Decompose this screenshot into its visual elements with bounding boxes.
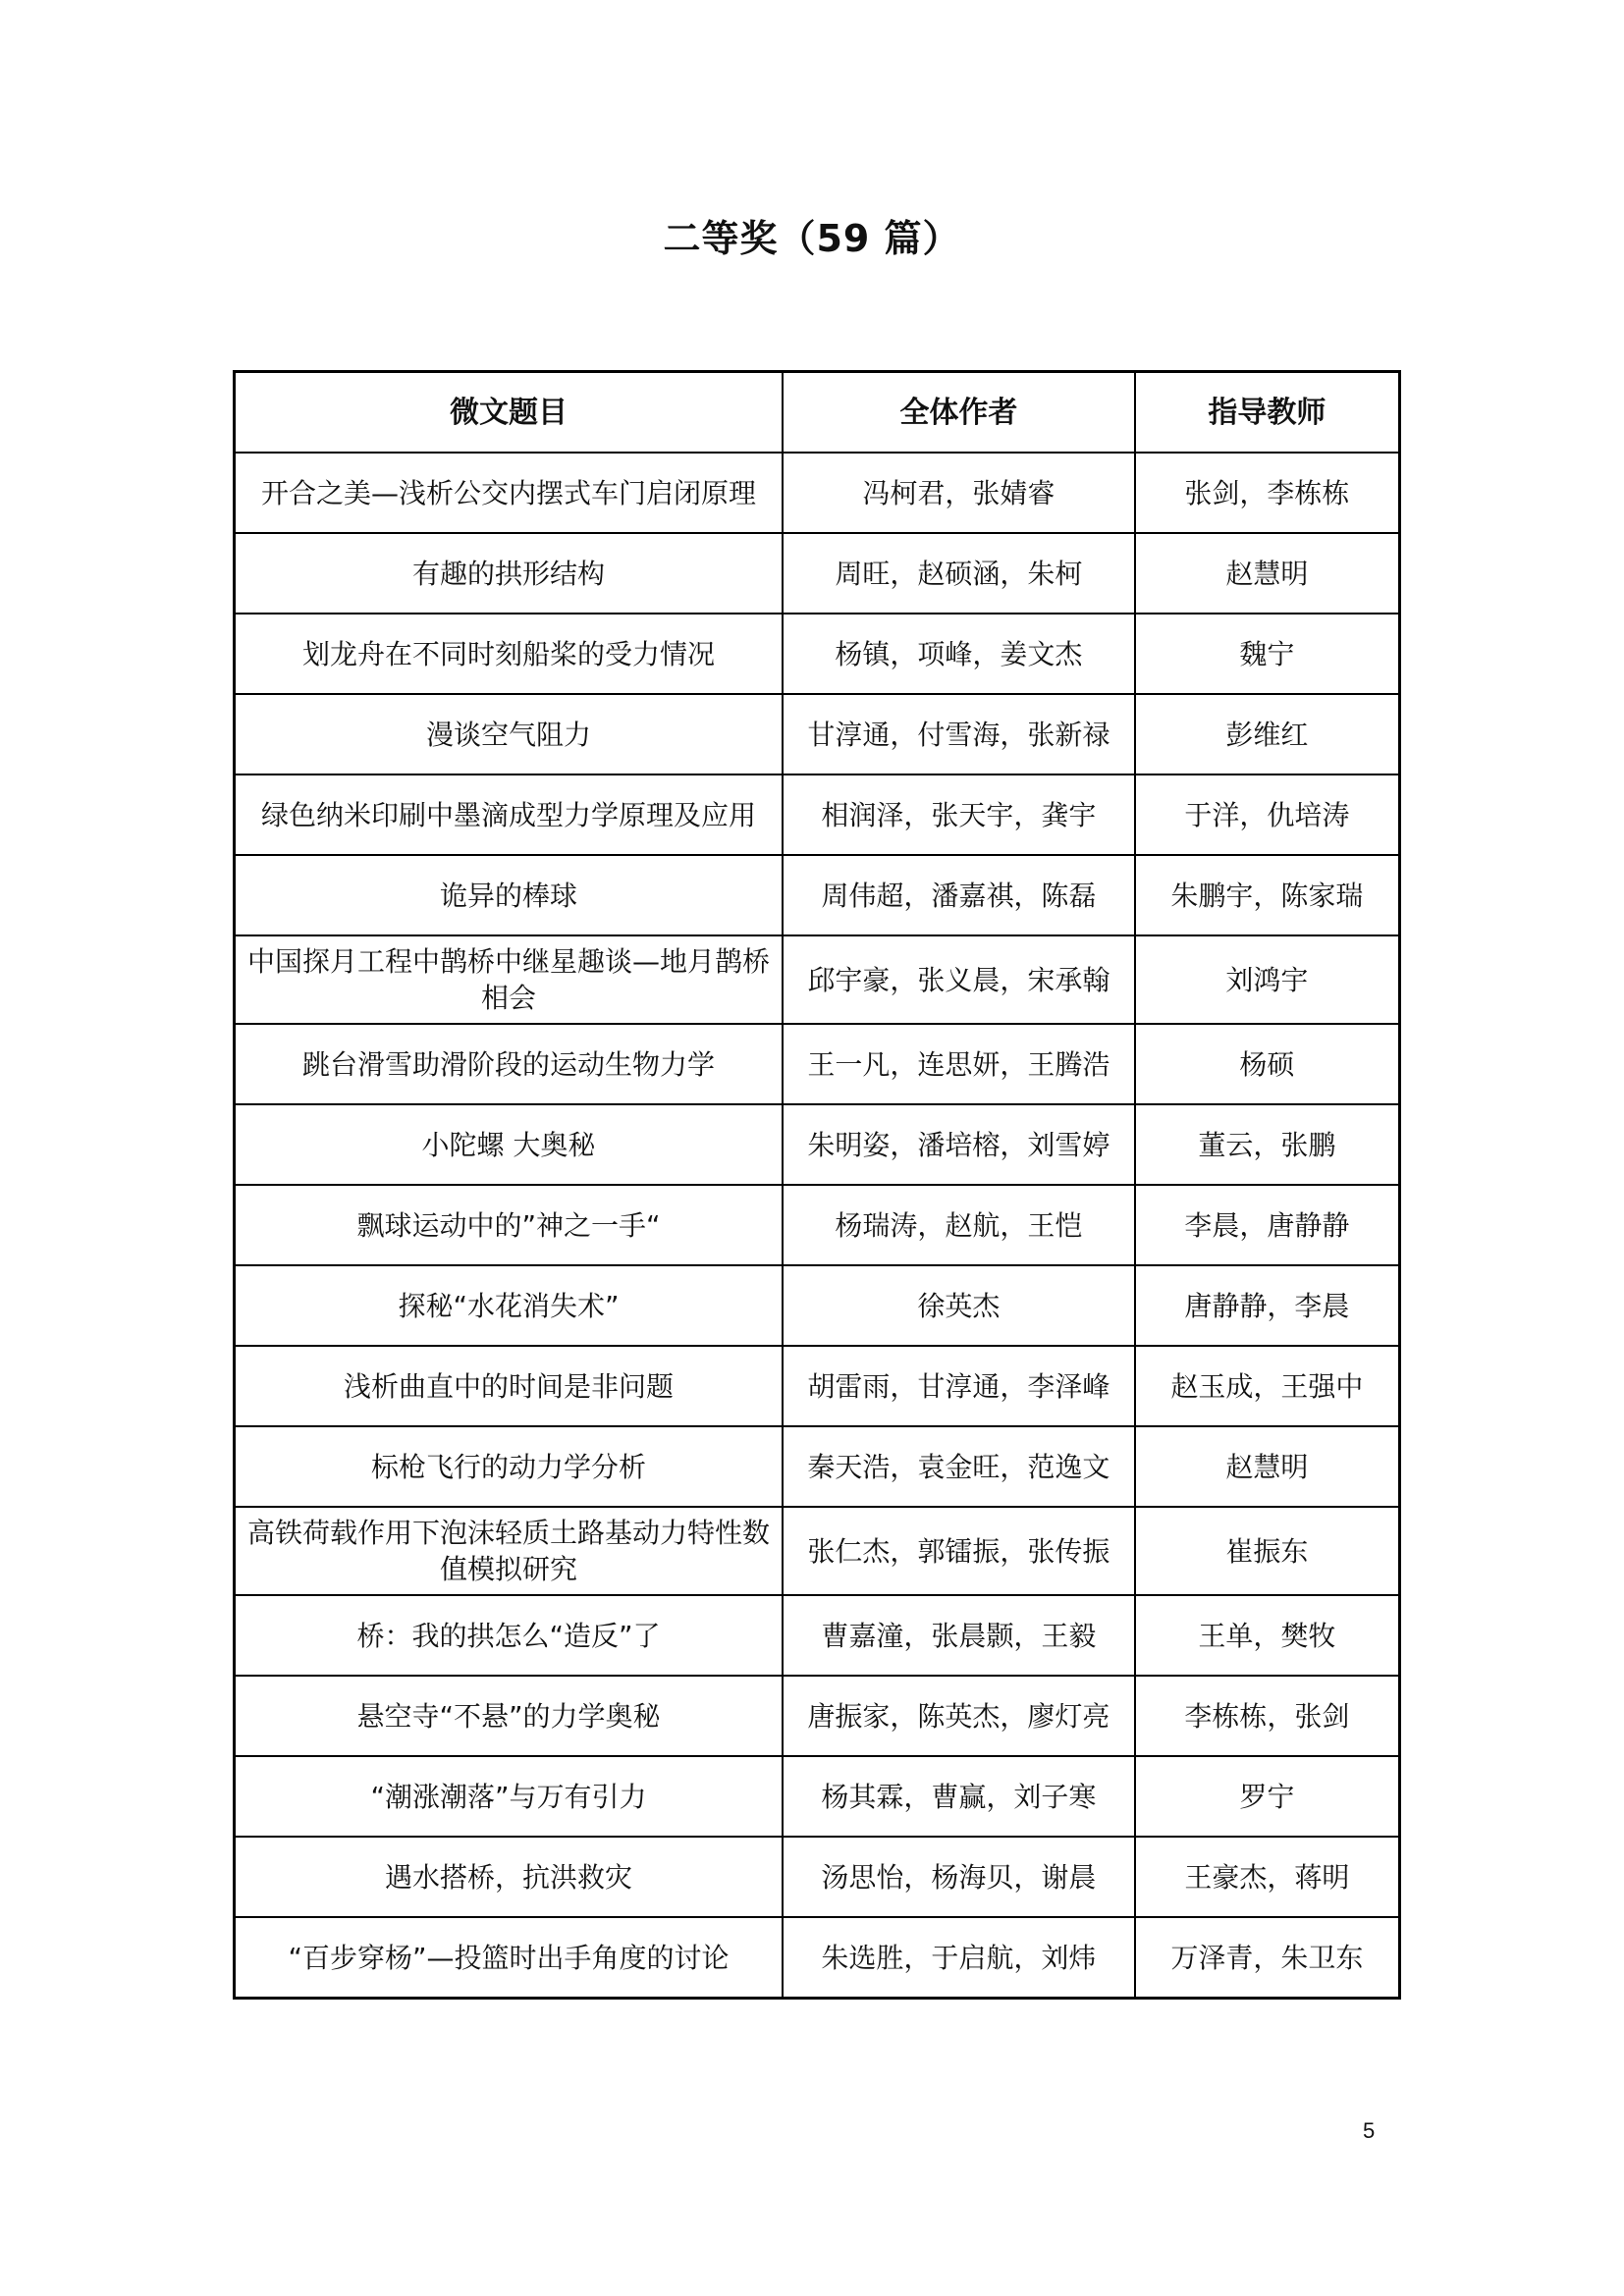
table-row [235, 1265, 1400, 1346]
cell-authors: 秦天浩，袁金旺，范逸文 [783, 1426, 1135, 1507]
cell-title: 漫谈空气阻力 [235, 694, 783, 774]
table-row [235, 1917, 1400, 1999]
table-row [235, 1756, 1400, 1837]
cell-teachers: 张剑，李栋栋 [1135, 453, 1400, 533]
cell-title: 诡异的棒球 [235, 855, 783, 935]
cell-authors: 杨镇，项峰，姜文杰 [783, 614, 1135, 694]
page-number: 5 [1363, 2118, 1376, 2143]
cell-title: 高铁荷载作用下泡沫轻质土路基动力特性数值模拟研究 [235, 1507, 783, 1595]
cell-teachers: 李晨，唐静静 [1135, 1185, 1400, 1265]
table-row [235, 1024, 1400, 1104]
header-authors: 全体作者 [783, 372, 1135, 454]
cell-title: 飘球运动中的”神之一手“ [235, 1185, 783, 1265]
cell-authors: 周旺，赵硕涵，朱柯 [783, 533, 1135, 614]
cell-teachers: 唐静静，李晨 [1135, 1265, 1400, 1346]
cell-teachers: 崔振东 [1135, 1507, 1400, 1595]
award-table [233, 370, 1401, 2000]
table-row [235, 1104, 1400, 1185]
cell-title: 开合之美—浅析公交内摆式车门启闭原理 [235, 453, 783, 533]
cell-teachers: 刘鸿宇 [1135, 935, 1400, 1024]
cell-authors: 曹嘉潼，张晨颢，王毅 [783, 1595, 1135, 1676]
cell-teachers: 彭维红 [1135, 694, 1400, 774]
cell-teachers: 杨硕 [1135, 1024, 1400, 1104]
cell-authors: 周伟超，潘嘉祺，陈磊 [783, 855, 1135, 935]
cell-authors: 甘淳通，付雪海，张新禄 [783, 694, 1135, 774]
cell-title: 有趣的拱形结构 [235, 533, 783, 614]
table-header-row [235, 372, 1400, 454]
cell-title: “百步穿杨”—投篮时出手角度的讨论 [235, 1917, 783, 1999]
table-row [235, 533, 1400, 614]
table-row [235, 1676, 1400, 1756]
cell-title: 划龙舟在不同时刻船桨的受力情况 [235, 614, 783, 694]
cell-title: 中国探月工程中鹊桥中继星趣谈—地月鹊桥相会 [235, 935, 783, 1024]
cell-teachers: 李栋栋，张剑 [1135, 1676, 1400, 1756]
cell-authors: 相润泽，张天宇，龚宇 [783, 774, 1135, 855]
cell-authors: 朱明姿，潘培榕，刘雪婷 [783, 1104, 1135, 1185]
cell-title: 探秘“水花消失术” [235, 1265, 783, 1346]
table-row [235, 614, 1400, 694]
cell-teachers: 罗宁 [1135, 1756, 1400, 1837]
table-row [235, 1837, 1400, 1917]
table-row [235, 935, 1400, 1024]
cell-authors: 朱选胜，于启航，刘炜 [783, 1917, 1135, 1999]
cell-title: 标枪飞行的动力学分析 [235, 1426, 783, 1507]
table-row [235, 1426, 1400, 1507]
cell-title: 桥：我的拱怎么“造反”了 [235, 1595, 783, 1676]
cell-authors: 杨其霖，曹赢，刘子寒 [783, 1756, 1135, 1837]
cell-teachers: 赵慧明 [1135, 1426, 1400, 1507]
header-teachers: 指导教师 [1135, 372, 1400, 454]
cell-authors: 张仁杰，郭镭振，张传振 [783, 1507, 1135, 1595]
cell-title: 绿色纳米印刷中墨滴成型力学原理及应用 [235, 774, 783, 855]
table-row [235, 855, 1400, 935]
cell-title: 小陀螺 大奥秘 [235, 1104, 783, 1185]
cell-teachers: 王单，樊牧 [1135, 1595, 1400, 1676]
table-row [235, 1507, 1400, 1595]
cell-title: 悬空寺“不悬”的力学奥秘 [235, 1676, 783, 1756]
table-row [235, 774, 1400, 855]
cell-teachers: 赵玉成，王强中 [1135, 1346, 1400, 1426]
cell-authors: 唐振家，陈英杰，廖灯亮 [783, 1676, 1135, 1756]
cell-title: “潮涨潮落”与万有引力 [235, 1756, 783, 1837]
cell-title: 浅析曲直中的时间是非问题 [235, 1346, 783, 1426]
cell-authors: 徐英杰 [783, 1265, 1135, 1346]
cell-teachers: 王豪杰，蒋明 [1135, 1837, 1400, 1917]
cell-authors: 胡雷雨，甘淳通，李泽峰 [783, 1346, 1135, 1426]
cell-authors: 王一凡，连思妍，王腾浩 [783, 1024, 1135, 1104]
table-row [235, 453, 1400, 533]
cell-authors: 汤思怡，杨海贝，谢晨 [783, 1837, 1135, 1917]
table-row [235, 1185, 1400, 1265]
cell-teachers: 于洋，仇培涛 [1135, 774, 1400, 855]
cell-title: 遇水搭桥，抗洪救灾 [235, 1837, 783, 1917]
cell-teachers: 董云，张鹏 [1135, 1104, 1400, 1185]
cell-authors: 冯柯君，张婧睿 [783, 453, 1135, 533]
cell-teachers: 朱鹏宇，陈家瑞 [1135, 855, 1400, 935]
cell-teachers: 魏宁 [1135, 614, 1400, 694]
cell-teachers: 万泽青，朱卫东 [1135, 1917, 1400, 1999]
table-row [235, 694, 1400, 774]
page-title: 二等奖（59 篇） [663, 217, 961, 260]
cell-title: 跳台滑雪助滑阶段的运动生物力学 [235, 1024, 783, 1104]
header-title: 微文题目 [235, 372, 783, 454]
cell-teachers: 赵慧明 [1135, 533, 1400, 614]
cell-authors: 邱宇豪，张义晨，宋承翰 [783, 935, 1135, 1024]
table-row [235, 1346, 1400, 1426]
table-row [235, 1595, 1400, 1676]
cell-authors: 杨瑞涛，赵航，王恺 [783, 1185, 1135, 1265]
